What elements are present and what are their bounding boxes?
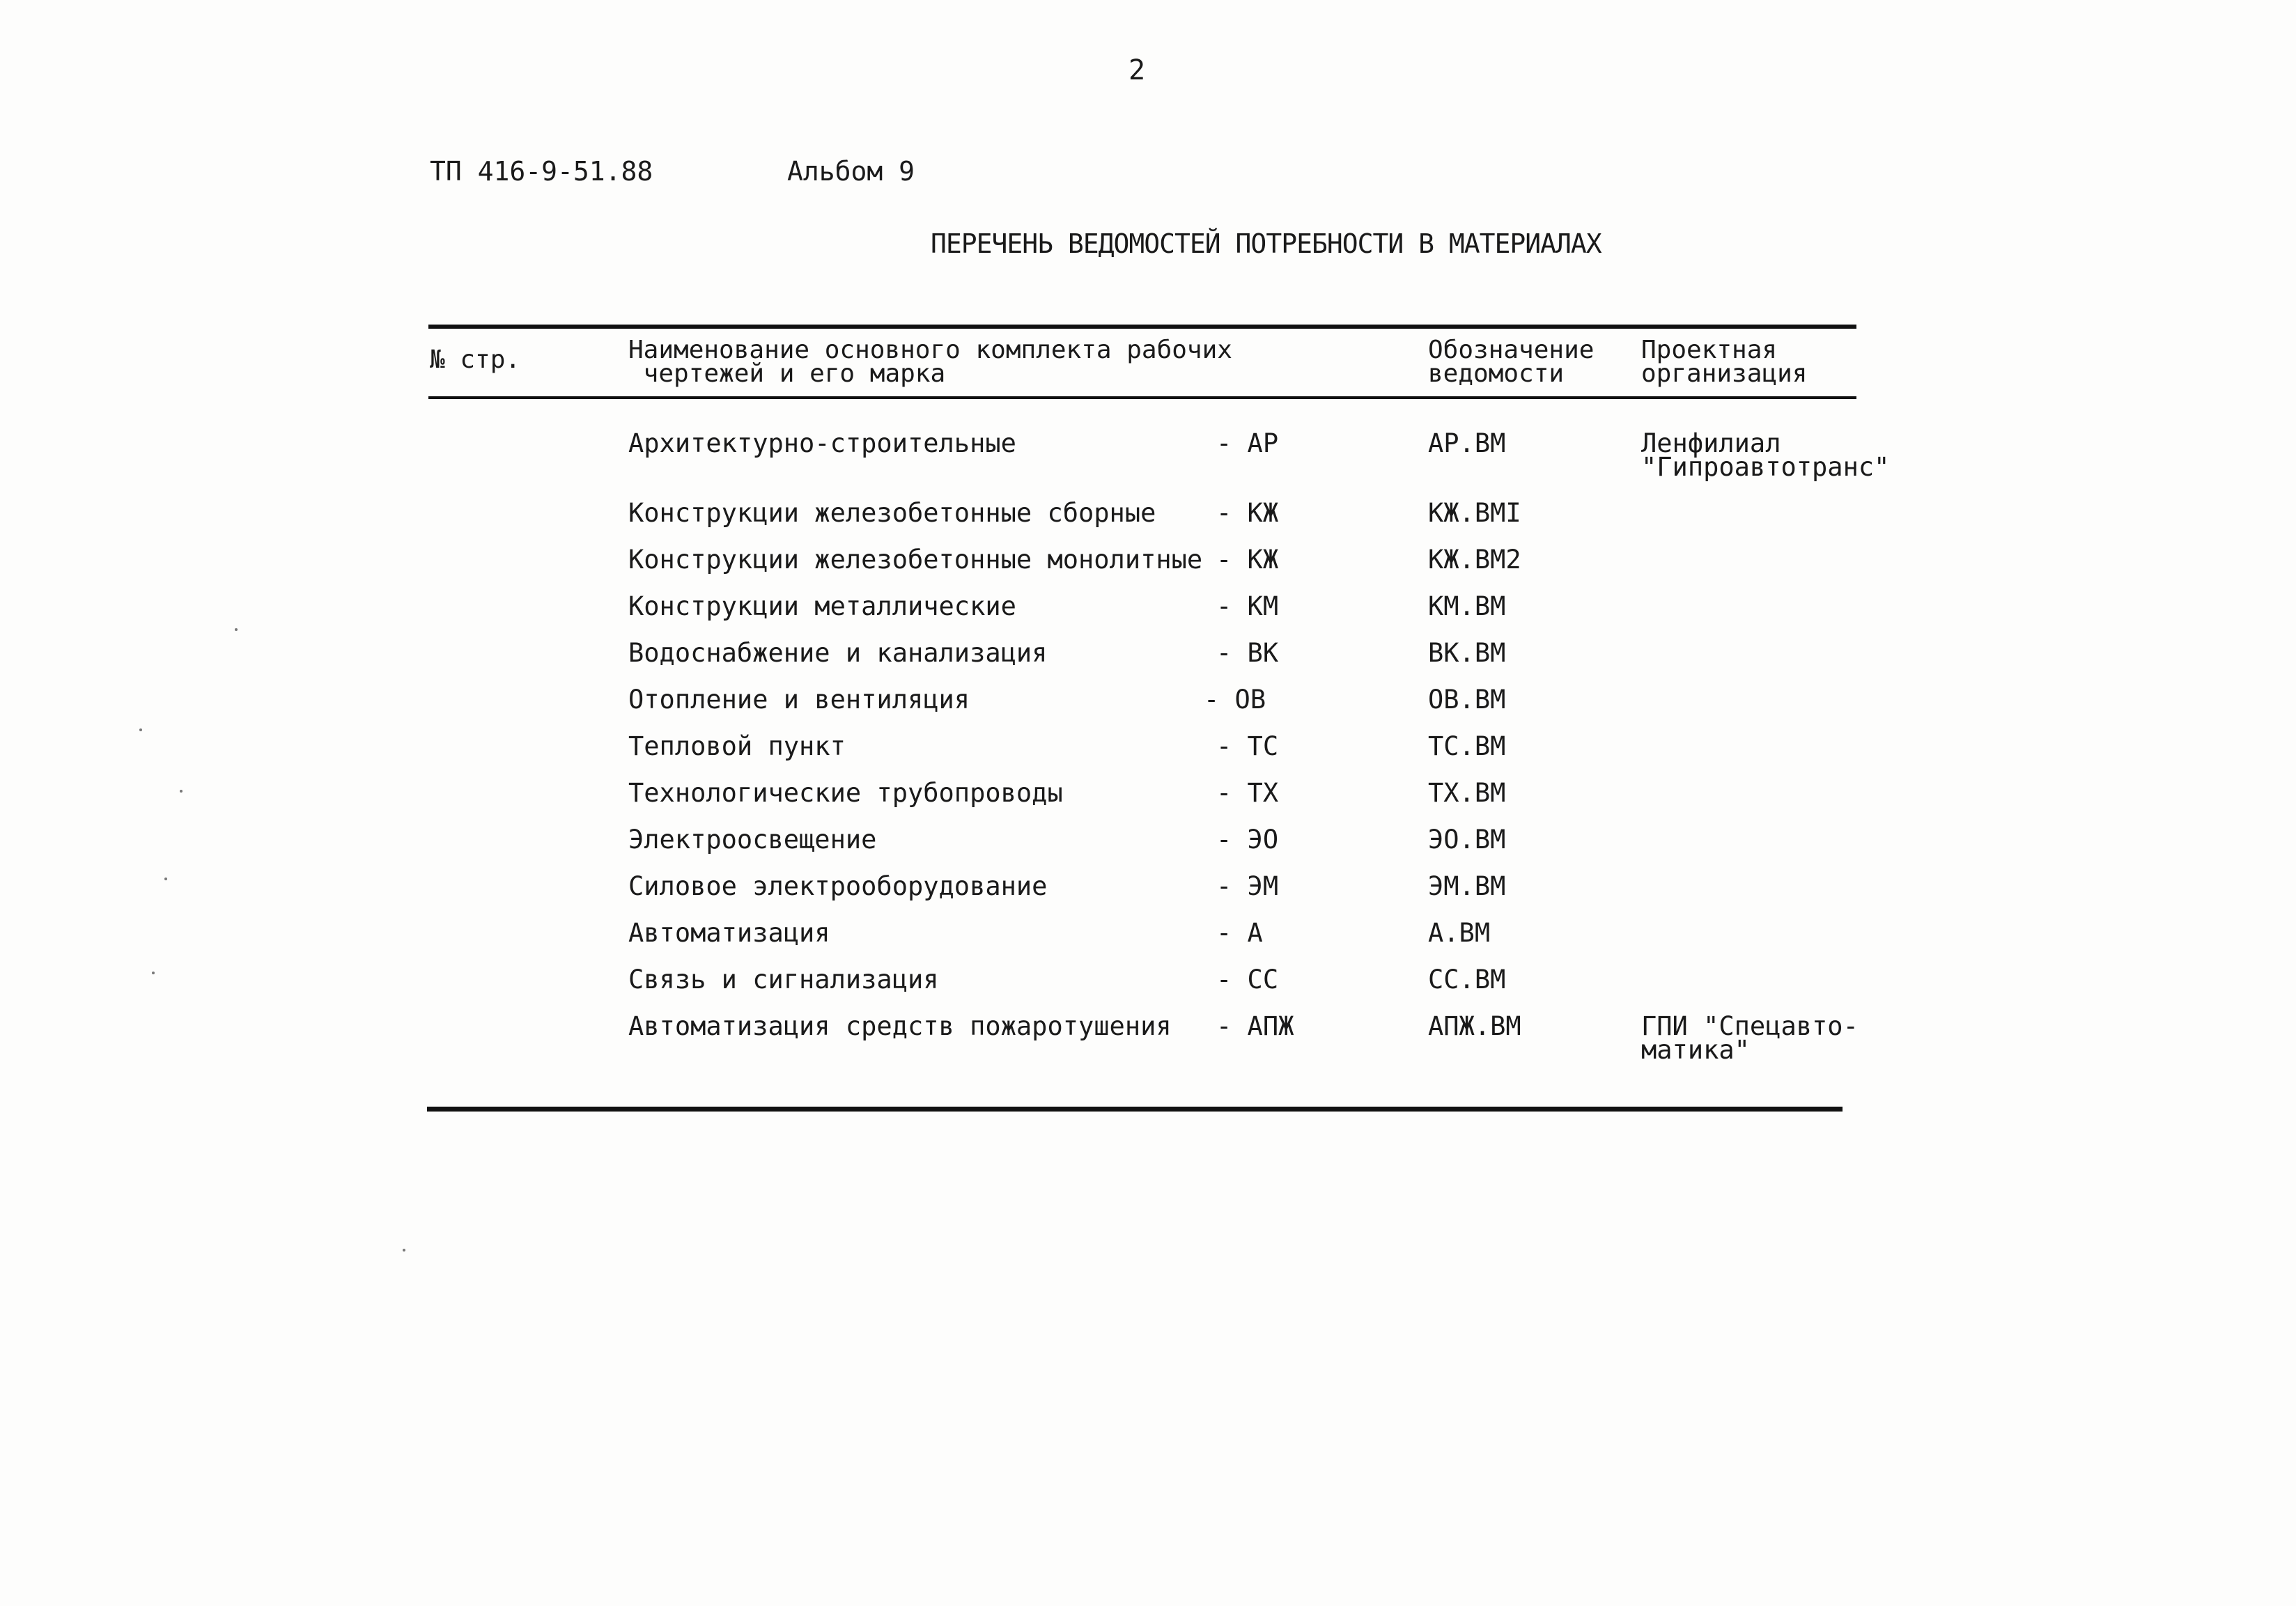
row-designation: КЖ.ВМ2 — [1428, 545, 1521, 575]
table-bottom-rule — [427, 1107, 1843, 1112]
header-organization: Проектная организация — [1641, 336, 1808, 388]
scan-speck — [180, 790, 183, 793]
row-designation: ЭО.ВМ — [1428, 825, 1506, 855]
row-designation: КМ.ВМ — [1428, 591, 1506, 621]
page-number: 2 — [1128, 54, 1146, 86]
row-name: Конструкции металлические — [628, 591, 1016, 621]
document-code: ТП 416-9-51.88 — [430, 156, 653, 187]
scan-speck — [403, 1249, 405, 1252]
row-organization: Ленфилиал "Гипроавтотранс" — [1641, 428, 1890, 482]
row-designation: ТХ.ВМ — [1428, 778, 1506, 808]
row-organization: ГПИ "Спецавто- матика" — [1641, 1011, 1859, 1065]
row-mark: - КЖ — [1216, 498, 1279, 528]
row-designation: ЭМ.ВМ — [1428, 871, 1506, 901]
table-header-rule — [428, 396, 1856, 399]
row-mark: - А — [1216, 918, 1263, 948]
row-designation: СС.ВМ — [1428, 965, 1506, 995]
scan-speck — [164, 878, 167, 880]
row-name: Конструкции железобетонные монолитные — [628, 545, 1203, 575]
row-name: Силовое электрооборудование — [628, 871, 1048, 901]
row-name: Технологические трубопроводы — [628, 778, 1063, 808]
scan-speck — [235, 628, 238, 631]
row-name: Электроосвещение — [628, 825, 877, 855]
row-designation: АР.ВМ — [1428, 428, 1506, 458]
row-mark: - КМ — [1216, 591, 1279, 621]
header-name: Наименование основного комплекта рабочих чертежей и его марка — [628, 336, 1232, 388]
document-title: ПЕРЕЧЕНЬ ВЕДОМОСТЕЙ ПОТРЕБНОСТИ В МАТЕРИАЛАХ — [931, 228, 1601, 259]
table-top-rule — [428, 325, 1856, 329]
row-designation: А.ВМ — [1428, 918, 1491, 948]
row-designation: ОВ.ВМ — [1428, 685, 1506, 715]
row-designation: ТС.ВМ — [1428, 731, 1506, 761]
header-page-no: № стр. — [430, 345, 521, 374]
row-mark: - КЖ — [1216, 545, 1279, 575]
header-designation: Обозначение ведомости — [1428, 336, 1595, 388]
row-mark: - ОВ — [1204, 685, 1266, 715]
row-name: Отопление и вентиляция — [628, 685, 970, 715]
row-mark: - ЭМ — [1216, 871, 1279, 901]
row-name: Автоматизация средств пожаротушения — [628, 1011, 1172, 1041]
row-name: Архитектурно-строительные — [628, 428, 1016, 458]
row-mark: - ТС — [1216, 731, 1279, 761]
row-mark: - АПЖ — [1216, 1011, 1294, 1041]
row-designation: АПЖ.ВМ — [1428, 1011, 1521, 1041]
row-name: Тепловой пункт — [628, 731, 846, 761]
row-designation: ВК.ВМ — [1428, 638, 1506, 668]
album-label: Альбом 9 — [787, 156, 915, 187]
row-name: Связь и сигнализация — [628, 965, 939, 995]
row-mark: - СС — [1216, 965, 1279, 995]
row-name: Автоматизация — [628, 918, 830, 948]
scan-speck — [139, 728, 142, 731]
row-designation: КЖ.ВМI — [1428, 498, 1521, 528]
scan-speck — [152, 972, 155, 974]
row-mark: - АР — [1216, 428, 1279, 458]
row-name: Конструкции железобетонные сборные — [628, 498, 1156, 528]
row-mark: - ВК — [1216, 638, 1279, 668]
row-mark: - ЭО — [1216, 825, 1279, 855]
row-mark: - ТХ — [1216, 778, 1279, 808]
row-name: Водоснабжение и канализация — [628, 638, 1048, 668]
